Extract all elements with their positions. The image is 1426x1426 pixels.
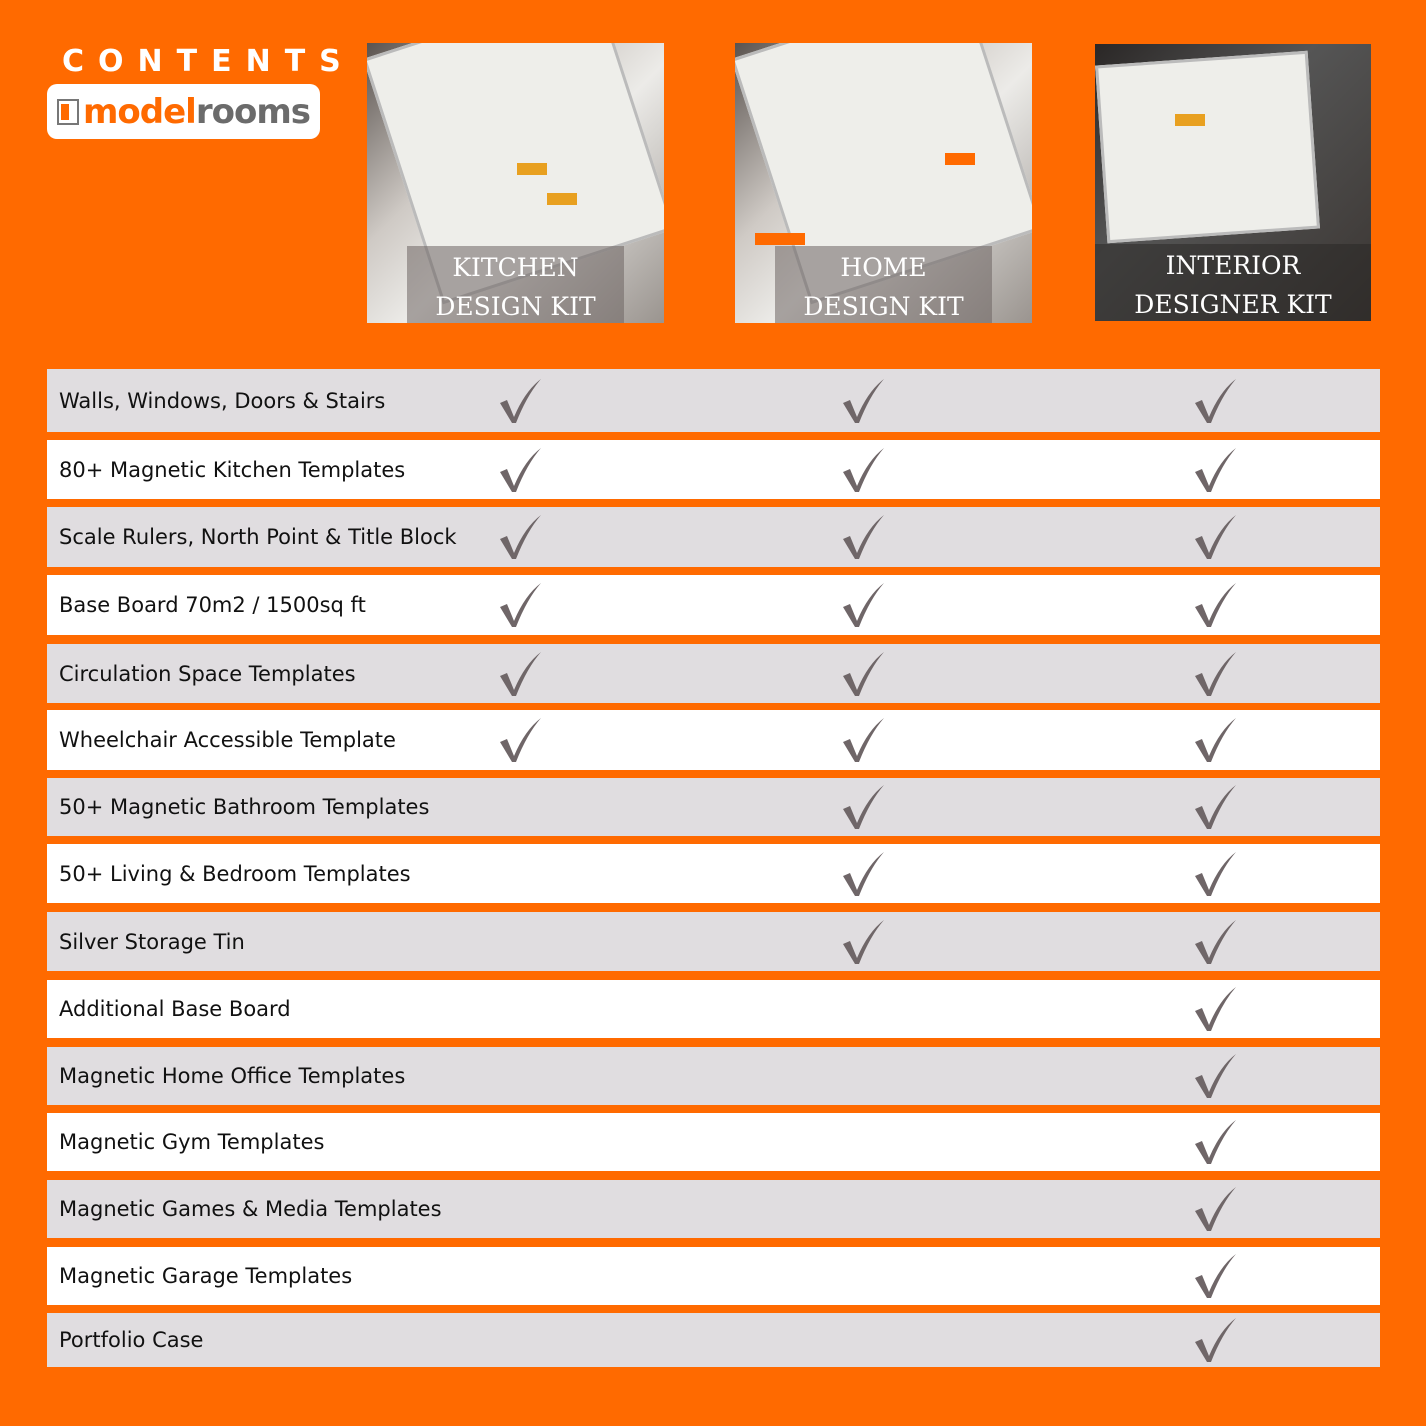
feature-label: Magnetic Games & Media Templates [59, 1197, 442, 1221]
feature-label: Magnetic Gym Templates [59, 1130, 325, 1154]
feature-label: 50+ Living & Bedroom Templates [59, 861, 411, 886]
checkmark-icon [840, 446, 886, 494]
checkmark-icon [1192, 1185, 1238, 1233]
kitchen-kit-image [367, 43, 664, 323]
interior-kit-image [1095, 44, 1371, 321]
feature-label: Circulation Space Templates [59, 661, 356, 686]
checkmark-icon [840, 650, 886, 698]
checkmark-icon [497, 650, 543, 698]
checkmark-icon [1192, 850, 1238, 898]
checkmark-icon [840, 783, 886, 831]
checkmark-icon [1192, 446, 1238, 494]
feature-label: Additional Base Board [59, 997, 291, 1021]
checkmark-icon [840, 850, 886, 898]
feature-label: Walls, Windows, Doors & Stairs [59, 388, 386, 413]
feature-label: Wheelchair Accessible Template [59, 728, 396, 752]
feature-label: Magnetic Home Office Templates [59, 1064, 406, 1088]
home-kit-image [735, 43, 1032, 323]
table-row [47, 980, 1380, 1038]
feature-label: Portfolio Case [59, 1328, 204, 1352]
checkmark-icon [840, 581, 886, 629]
table-row [47, 1313, 1380, 1367]
checkmark-icon [1192, 650, 1238, 698]
checkmark-icon [1192, 581, 1238, 629]
table-row [47, 440, 1380, 499]
feature-label: Scale Rulers, North Point & Title Block [59, 525, 457, 549]
feature-label: 80+ Magnetic Kitchen Templates [59, 457, 406, 482]
checkmark-icon [497, 581, 543, 629]
table-row [47, 507, 1380, 567]
checkmark-icon [497, 377, 543, 425]
door-icon [57, 99, 79, 125]
checkmark-icon [840, 377, 886, 425]
table-row [47, 912, 1380, 971]
kit-label: HOME DESIGN KIT [775, 246, 992, 323]
checkmark-icon [1192, 985, 1238, 1033]
table-row [47, 778, 1380, 836]
feature-label: 50+ Magnetic Bathroom Templates [59, 795, 430, 819]
kit-label: INTERIOR DESIGNER KIT [1095, 244, 1371, 321]
checkmark-icon [497, 446, 543, 494]
feature-label: Silver Storage Tin [59, 929, 245, 954]
feature-label: Magnetic Garage Templates [59, 1264, 353, 1288]
checkmark-icon [1192, 1118, 1238, 1166]
checkmark-icon [840, 716, 886, 764]
table-row [47, 644, 1380, 703]
kit-label: KITCHEN DESIGN KIT [407, 246, 624, 323]
table-row [47, 1047, 1380, 1105]
checkmark-icon [1192, 1316, 1238, 1364]
checkmark-icon [1192, 783, 1238, 831]
checkmark-icon [497, 716, 543, 764]
checkmark-icon [1192, 918, 1238, 966]
table-row [47, 575, 1380, 635]
checkmark-icon [1192, 716, 1238, 764]
checkmark-icon [1192, 1052, 1238, 1100]
checkmark-icon [840, 918, 886, 966]
checkmark-icon [1192, 513, 1238, 561]
checkmark-icon [1192, 377, 1238, 425]
table-row [47, 1247, 1380, 1305]
modelrooms-logo [47, 84, 320, 139]
table-row [47, 844, 1380, 903]
checkmark-icon [840, 513, 886, 561]
table-row [47, 1180, 1380, 1238]
table-row [47, 1113, 1380, 1171]
checkmark-icon [497, 513, 543, 561]
logo-model: model [83, 91, 196, 132]
table-row [47, 710, 1380, 770]
table-row [47, 369, 1380, 432]
checkmark-icon [1192, 1252, 1238, 1300]
logo-rooms: rooms [195, 91, 310, 132]
feature-label: Base Board 70m2 / 1500sq ft [59, 593, 366, 617]
contents-title: CONTENTS [62, 44, 355, 79]
